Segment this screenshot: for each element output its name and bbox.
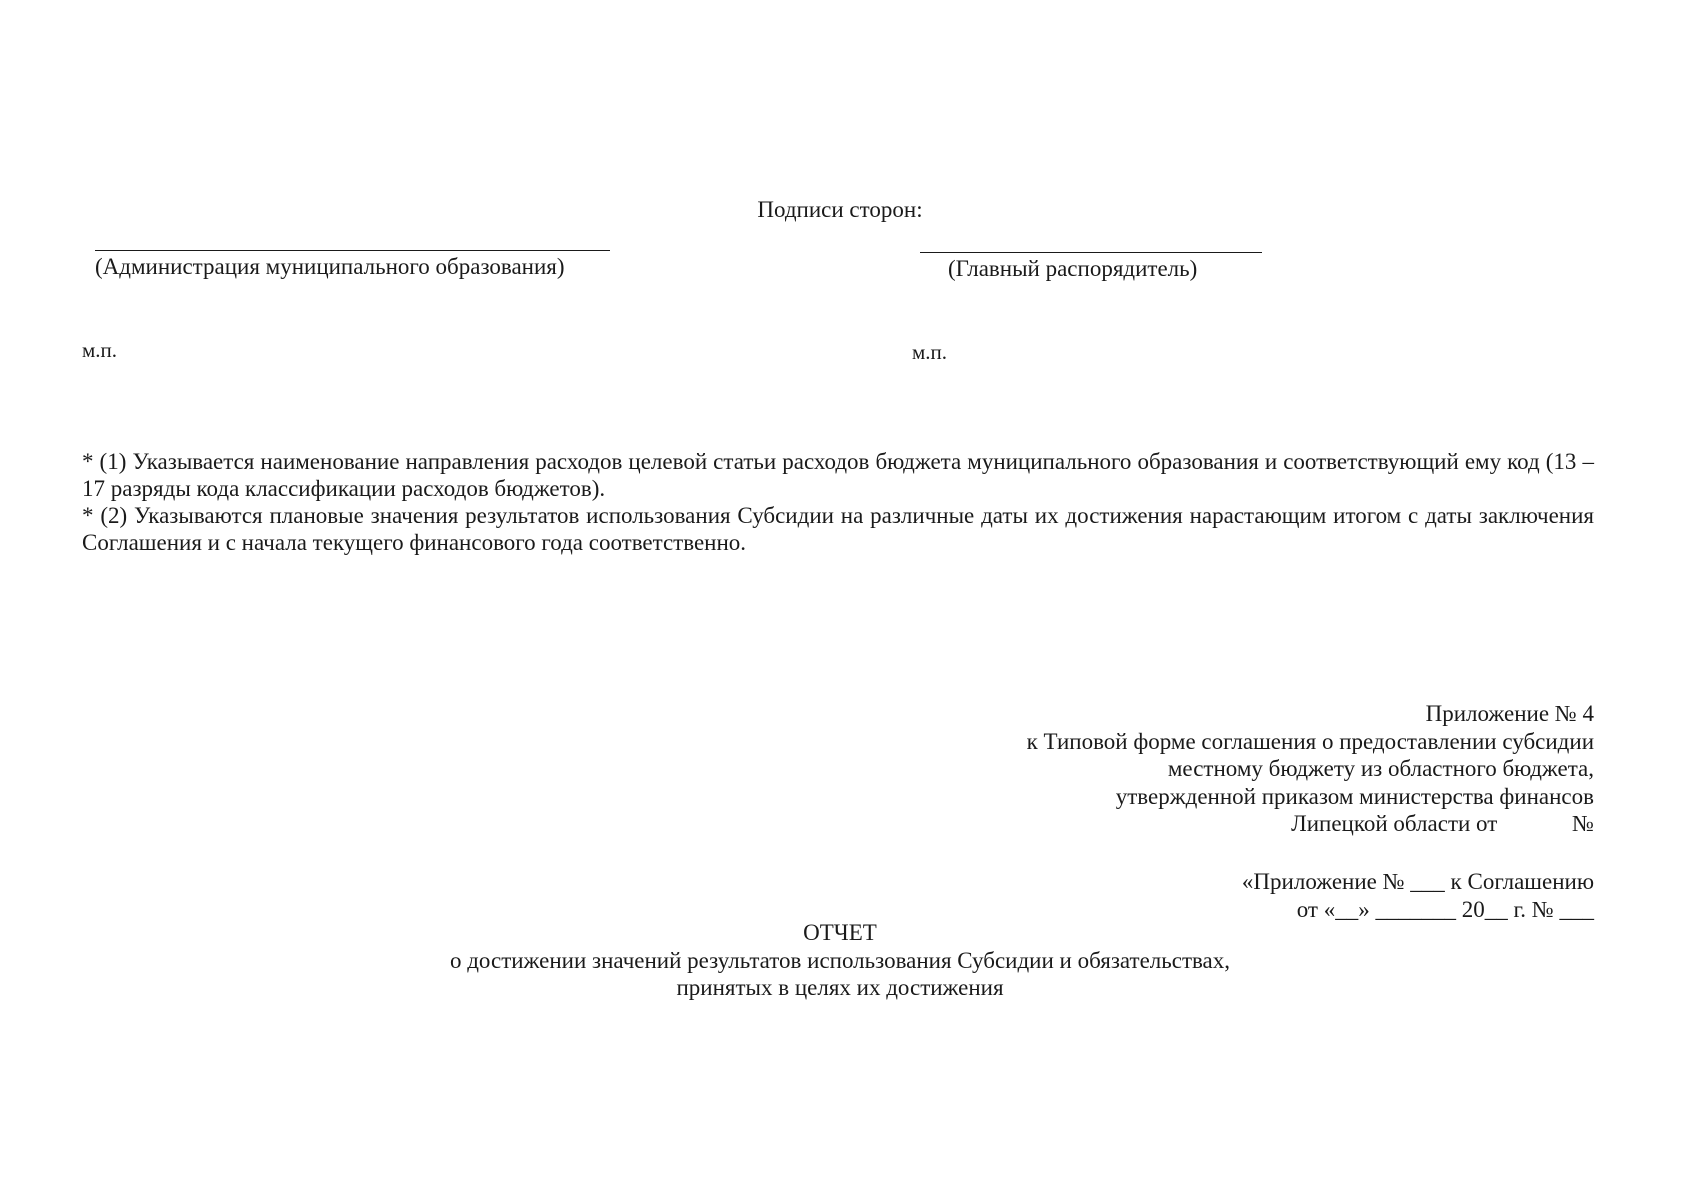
agreement-ref-line: «Приложение № ___ к Соглашению xyxy=(1241,869,1594,894)
left-signature-line xyxy=(95,250,610,251)
signatures-title: Подписи сторон: xyxy=(757,197,923,222)
agreement-reference xyxy=(1242,868,1594,923)
agreement-ref-line: от «__» _______ 20__ г. № ___ xyxy=(1296,896,1594,922)
footnote-1: * (1) Указывается наименование направления расходов целевой статьи расходов бюджета муниципального образования и соответствующий ему код (13 – 17 разряды кода классификации расходов бюджетов). xyxy=(82,449,1594,501)
report-subtitle-line: о достижении значений результатов использования Субсидии и обязательствах, xyxy=(449,947,1231,973)
left-signature-caption: (Администрация муниципального образования) xyxy=(95,254,565,279)
report-heading xyxy=(0,919,1680,1002)
report-subtitle-line: принятых в целях их достижения xyxy=(676,975,1004,1000)
appendix-line: к Типовой форме соглашения о предоставлении субсидии xyxy=(1026,728,1594,754)
appendix-header xyxy=(1027,700,1594,838)
appendix-line: Липецкой области от № xyxy=(1291,811,1594,836)
appendix-line: Приложение № 4 xyxy=(1425,701,1594,726)
report-title: ОТЧЕТ xyxy=(803,920,877,945)
appendix-line: местному бюджету из областного бюджета, xyxy=(1167,756,1594,781)
footnotes xyxy=(82,448,1594,556)
right-signature-caption: (Главный распорядитель) xyxy=(948,256,1198,281)
right-signature-line xyxy=(920,252,1262,253)
appendix-line: утвержденной приказом министерства финансов xyxy=(1115,783,1594,809)
left-stamp-place: м.п. xyxy=(82,338,118,362)
right-stamp-place: м.п. xyxy=(912,340,948,364)
footnote-2: * (2) Указываются плановые значения результатов использования Субсидии на различные даты их достижения нарастающим итогом с даты заключения Соглашения и с начала текущего финансового года соответственно. xyxy=(82,503,1594,555)
